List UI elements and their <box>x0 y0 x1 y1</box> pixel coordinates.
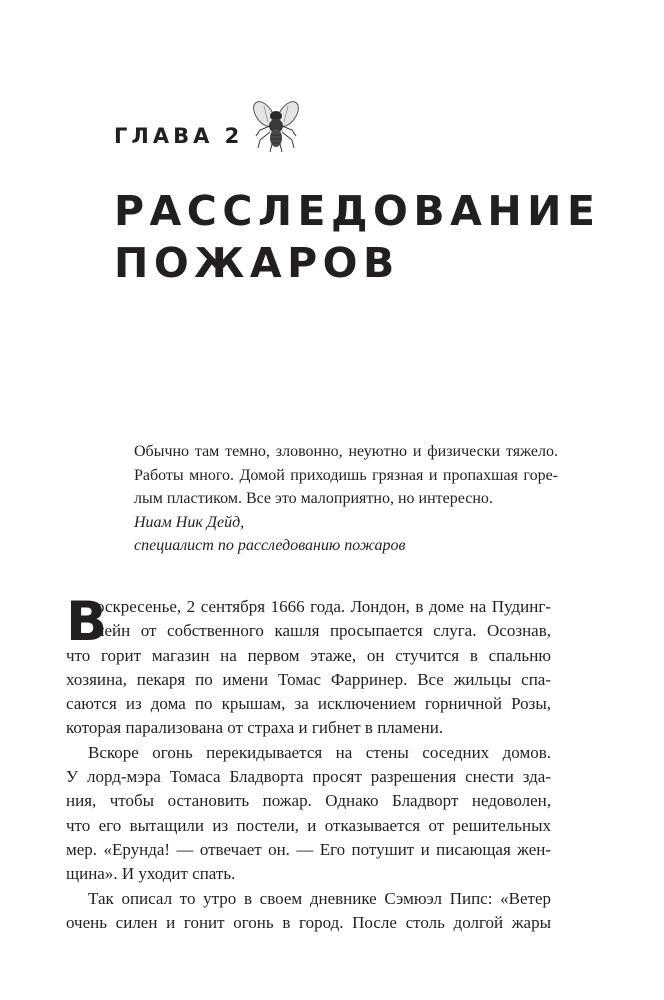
epigraph-author-role: специалист по расследованию пожаров <box>134 537 406 554</box>
body-line: лейн от собственного кашля просыпается слуга. Осознав, <box>96 621 551 641</box>
body-line: оскресенье, 2 сентября 1666 года. Лондон, в доме на Пудинг- <box>96 597 551 616</box>
epigraph <box>134 440 558 558</box>
body-line: Вскоре огонь перекидывается на стены соседних домов. <box>88 742 551 762</box>
drop-cap: В <box>66 590 108 653</box>
epigraph-line: Работы много. Домой приходишь грязная и пропахшая горе- <box>134 466 558 484</box>
body-line: У лорд-мэра Томаса Бладворта просят разрешения снести зда- <box>66 767 551 787</box>
fly-icon <box>246 96 306 156</box>
body-line: мер. «Ерунда! — отвечает он. — Его потушит и писающая жен- <box>66 839 551 859</box>
epigraph-quote <box>134 440 558 511</box>
epigraph-line: лым пластиком. Все это малоприятно, но интересно. <box>134 490 493 507</box>
epigraph-attribution <box>134 511 558 558</box>
body-line: ния, чтобы остановить пожар. Однако Бладворт недоволен, <box>66 791 551 811</box>
body-line: которая парализована от страха и гибнет в пламени. <box>66 718 444 738</box>
body-line: что его вытащили из постели, и отказывается от решительных <box>66 815 551 835</box>
chapter-title <box>114 185 601 289</box>
epigraph-author: Ниам Ник Дейд, <box>134 513 245 531</box>
chapter-title-line-1: РАССЛЕДОВАНИЕ <box>114 187 601 235</box>
body-text <box>66 590 551 935</box>
body-line: очень силен и гонит огонь в город. После столь долгой жары <box>66 912 551 932</box>
epigraph-line: Обычно там темно, зловонно, неуютно и физически тяжело. <box>134 443 558 460</box>
body-line: щина». И уходит спать. <box>66 864 236 884</box>
body-line: что горит магазин на первом этаже, он стучится в спальню <box>66 645 551 665</box>
body-line: Так описал то утро в своем дневнике Сэмюэл Пипс: «Ветер <box>88 888 551 908</box>
body-line: саются из дома по крышам, за исключением горничной Розы, <box>66 694 551 714</box>
chapter-label: ГЛАВА 2 <box>114 124 244 148</box>
chapter-title-line-2: ПОЖАРОВ <box>114 239 400 287</box>
body-line: хозяина, пекаря по имени Томас Фарринер. Все жильцы спа- <box>66 669 551 689</box>
